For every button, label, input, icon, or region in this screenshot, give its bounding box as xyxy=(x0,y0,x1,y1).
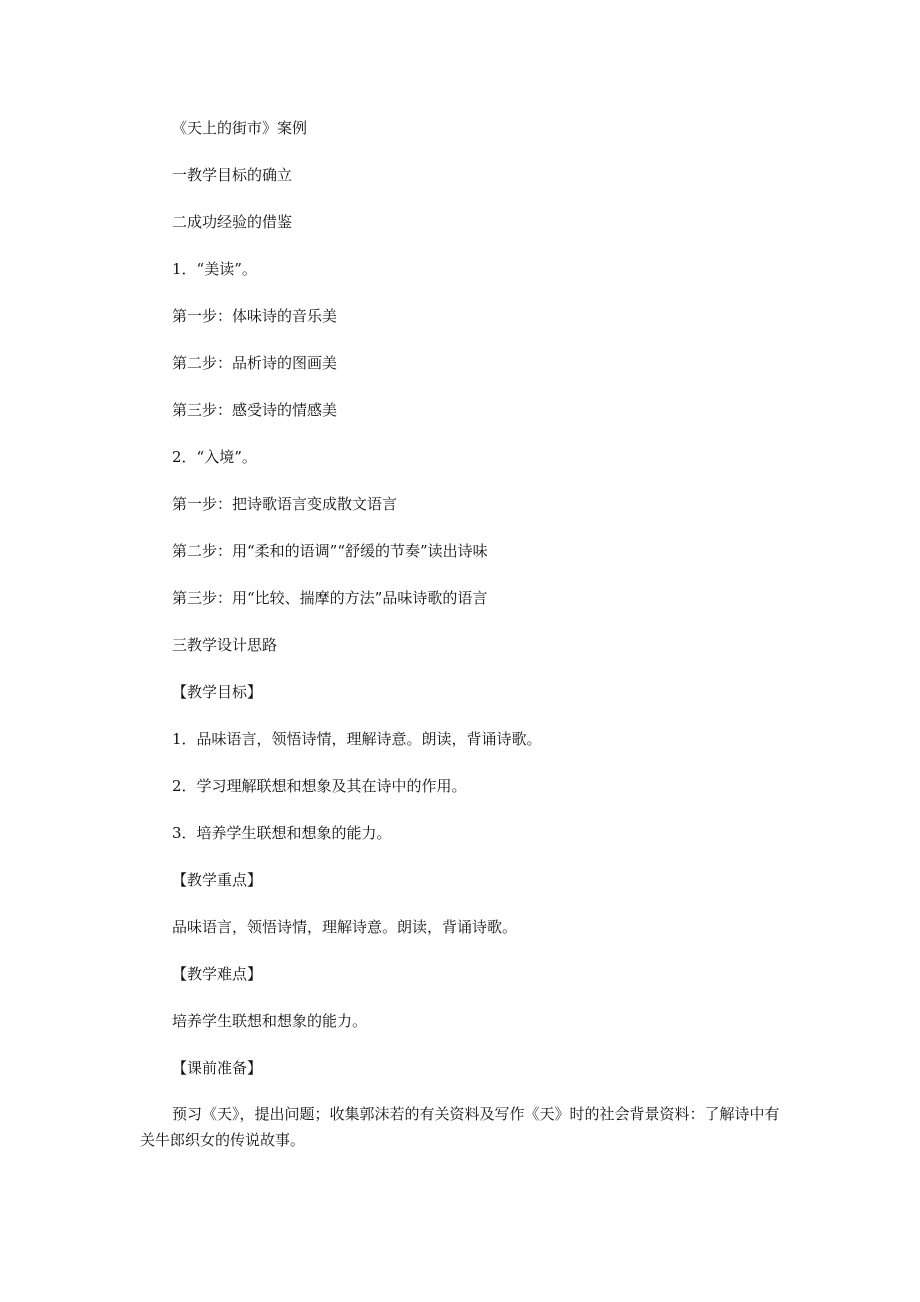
rujing-step-2: 第二步：用“柔和的语调”“舒缓的节奏”读出诗味 xyxy=(172,542,488,560)
difficulties-text: 培养学生联想和想象的能力。 xyxy=(172,1012,368,1030)
difficulties-heading: 【教学难点】 xyxy=(172,965,263,983)
preparation-text: 预习《天》，提出问题；收集郭沫若的有关资料及写作《天》时的社会背景资料：了解诗中有关牛郎织女的传说故事。 xyxy=(140,1105,780,1149)
meidu-step-3: 第三步：感受诗的情感美 xyxy=(172,401,338,419)
preparation-heading: 【课前准备】 xyxy=(172,1059,263,1077)
section-heading-goals-establish: 一教学目标的确立 xyxy=(172,166,293,184)
rujing-heading: 2．“入境”。 xyxy=(172,448,257,466)
rujing-step-3: 第三步：用“比较、揣摩的方法”品味诗歌的语言 xyxy=(172,589,488,607)
section-heading-design: 三教学设计思路 xyxy=(172,636,278,654)
section-heading-experience: 二成功经验的借鉴 xyxy=(172,213,293,231)
document-title: 《天上的街市》案例 xyxy=(172,119,308,137)
meidu-step-2: 第二步：品析诗的图画美 xyxy=(172,354,338,372)
goals-heading: 【教学目标】 xyxy=(172,683,263,701)
key-points-text: 品味语言，领悟诗情，理解诗意。朗读，背诵诗歌。 xyxy=(172,918,518,936)
meidu-heading: 1．“美读”。 xyxy=(172,260,257,278)
rujing-step-1: 第一步：把诗歌语言变成散文语言 xyxy=(172,495,398,513)
goal-item-3: 3．培养学生联想和想象的能力。 xyxy=(172,824,392,842)
goal-item-2: 2．学习理解联想和想象及其在诗中的作用。 xyxy=(172,777,467,795)
key-points-heading: 【教学重点】 xyxy=(172,871,263,889)
goal-item-1: 1．品味语言，领悟诗情，理解诗意。朗读，背诵诗歌。 xyxy=(172,730,542,748)
meidu-step-1: 第一步：体味诗的音乐美 xyxy=(172,307,338,325)
